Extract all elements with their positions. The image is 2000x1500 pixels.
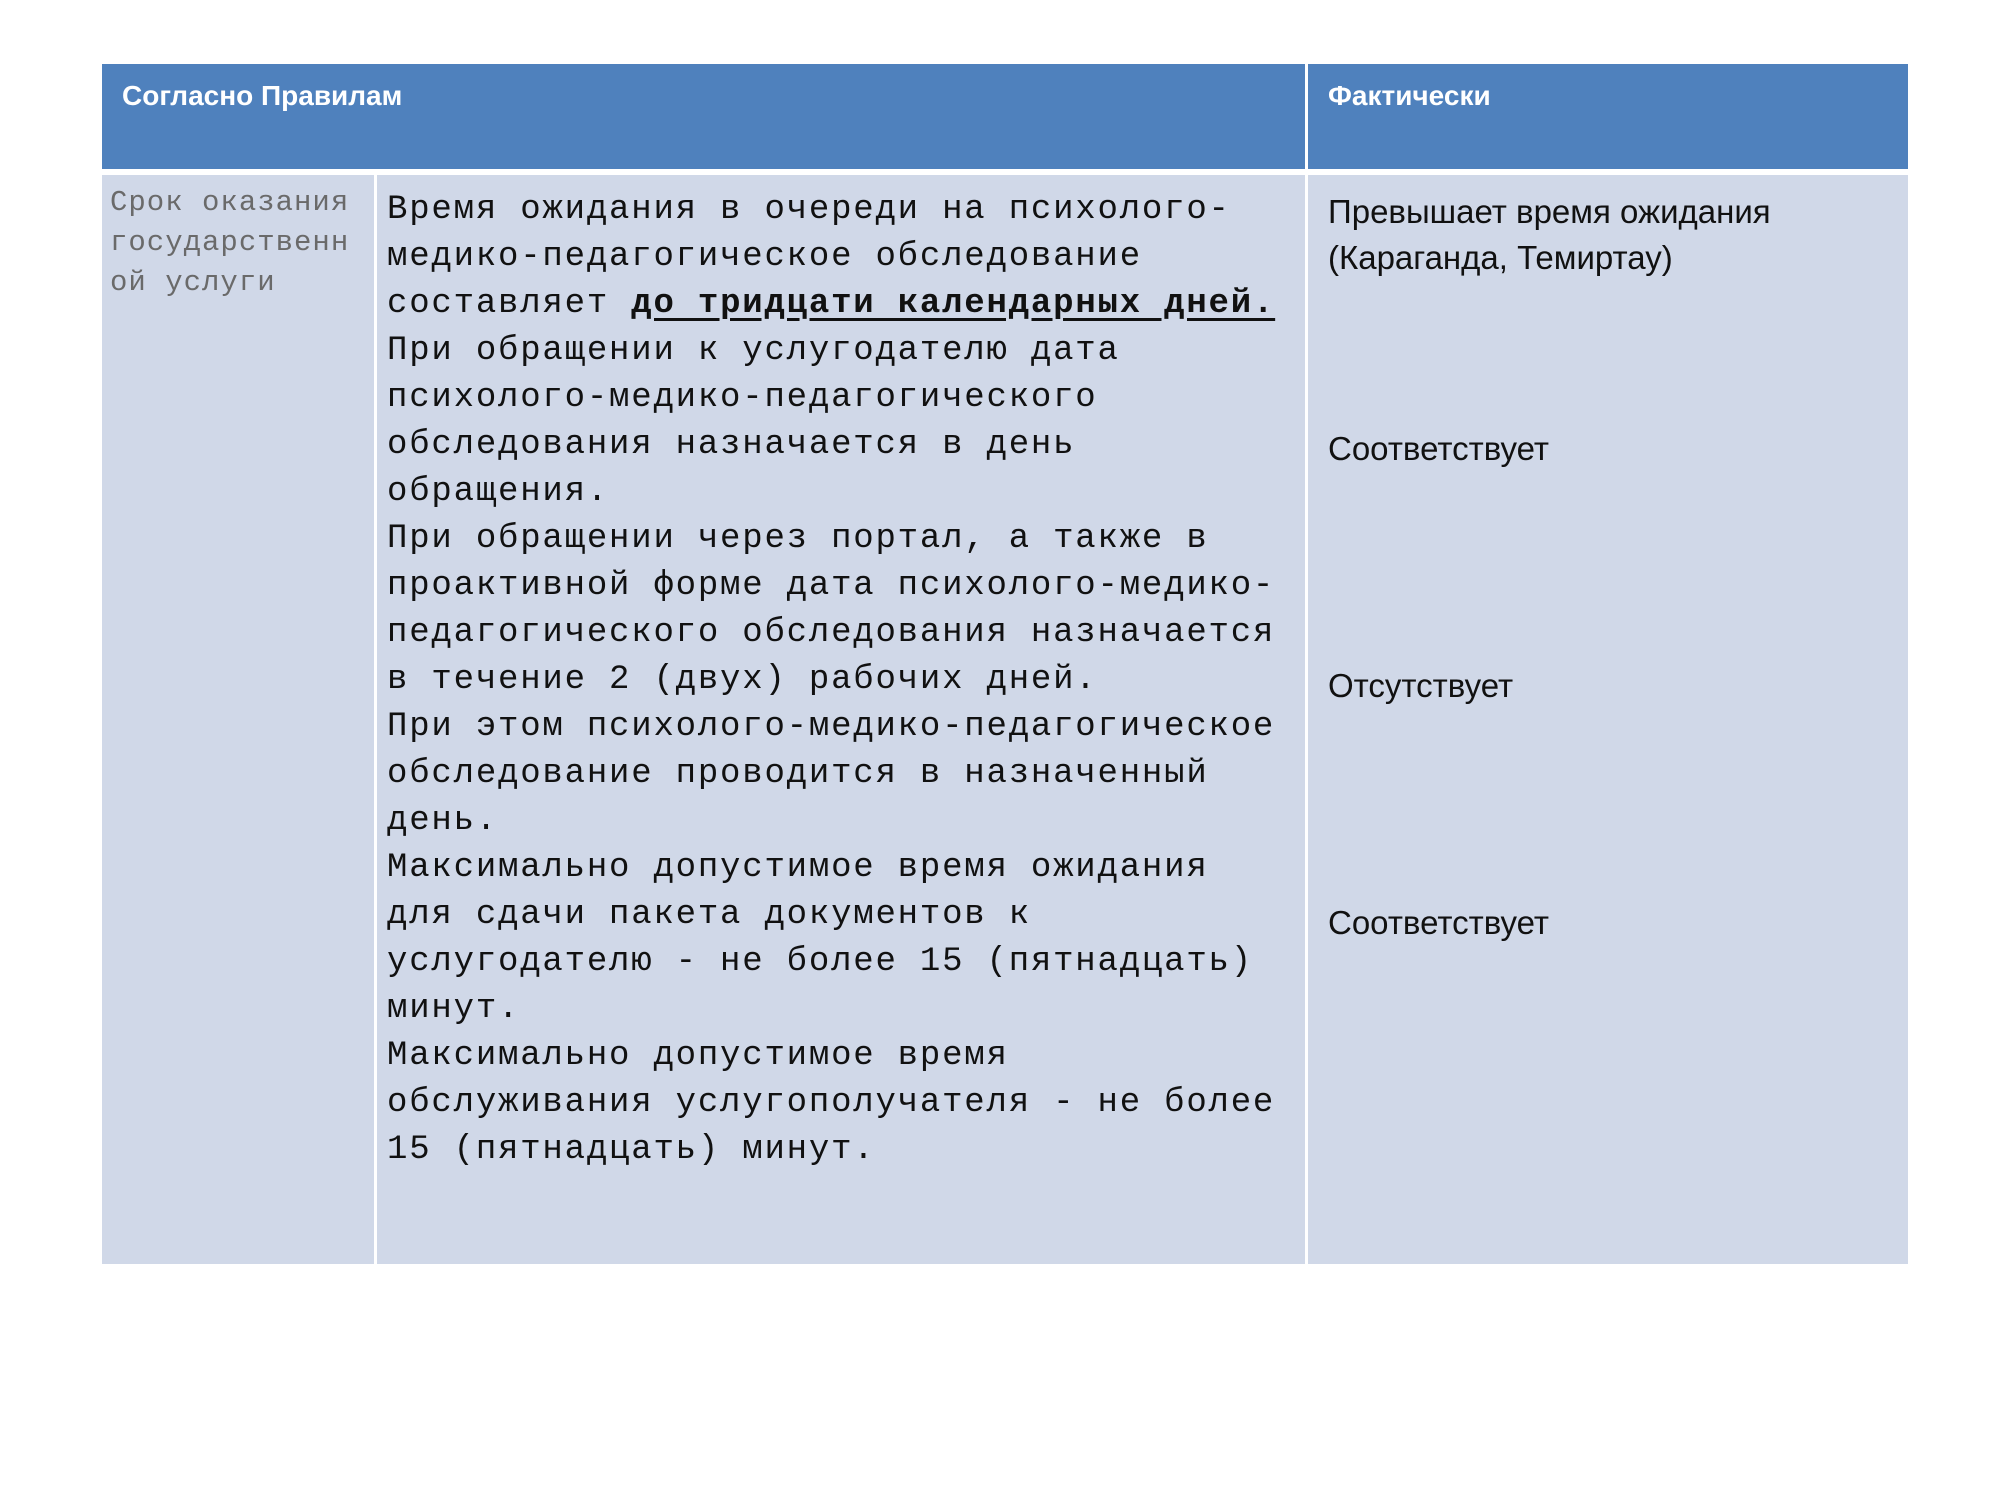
rules-paragraph: При этом психолого-медико-педагогическое обследование проводится в назначенный день. bbox=[387, 708, 1276, 840]
rules-paragraph-text: Время ожидания в очереди на психолого-медико-педагогическое обследование составляет bbox=[387, 191, 1231, 323]
rules-paragraph: При обращении к услугодателю дата психолого-медико-педагогического обследования назначается в день обращения. bbox=[387, 332, 1120, 511]
finding-item: Соответствует bbox=[1328, 430, 1550, 467]
finding-item: Соответствует bbox=[1328, 904, 1550, 941]
rules-paragraph: При обращении через портал, а также в проактивной форме дата психолого-медико-педагогического обследования назначается в течение 2 (двух) рабочих дней. bbox=[387, 520, 1276, 699]
header-actual: Фактически bbox=[1308, 64, 1908, 169]
finding-item: Отсутствует bbox=[1328, 667, 1514, 704]
rules-text bbox=[377, 175, 1305, 1264]
rules-paragraph bbox=[387, 187, 1297, 328]
actual-findings bbox=[1308, 175, 1908, 1264]
rules-emphasis: до тридцати календарных дней. bbox=[631, 285, 1276, 323]
rules-paragraph: Максимально допустимое время обслуживания услугополучателя - не более 15 (пятнадцать) минут. bbox=[387, 1037, 1276, 1169]
comparison-table bbox=[102, 64, 1908, 1264]
rules-paragraph: Максимально допустимое время ожидания для сдачи пакета документов к услугодателю - не более 15 (пятнадцать) минут. bbox=[387, 849, 1253, 1028]
header-rules: Согласно Правилам bbox=[102, 64, 1305, 169]
finding-item: Превышает время ожидания (Караганда, Темиртау) bbox=[1328, 193, 1771, 276]
row-term-label: Срок оказания государственной услуги bbox=[102, 175, 374, 1264]
